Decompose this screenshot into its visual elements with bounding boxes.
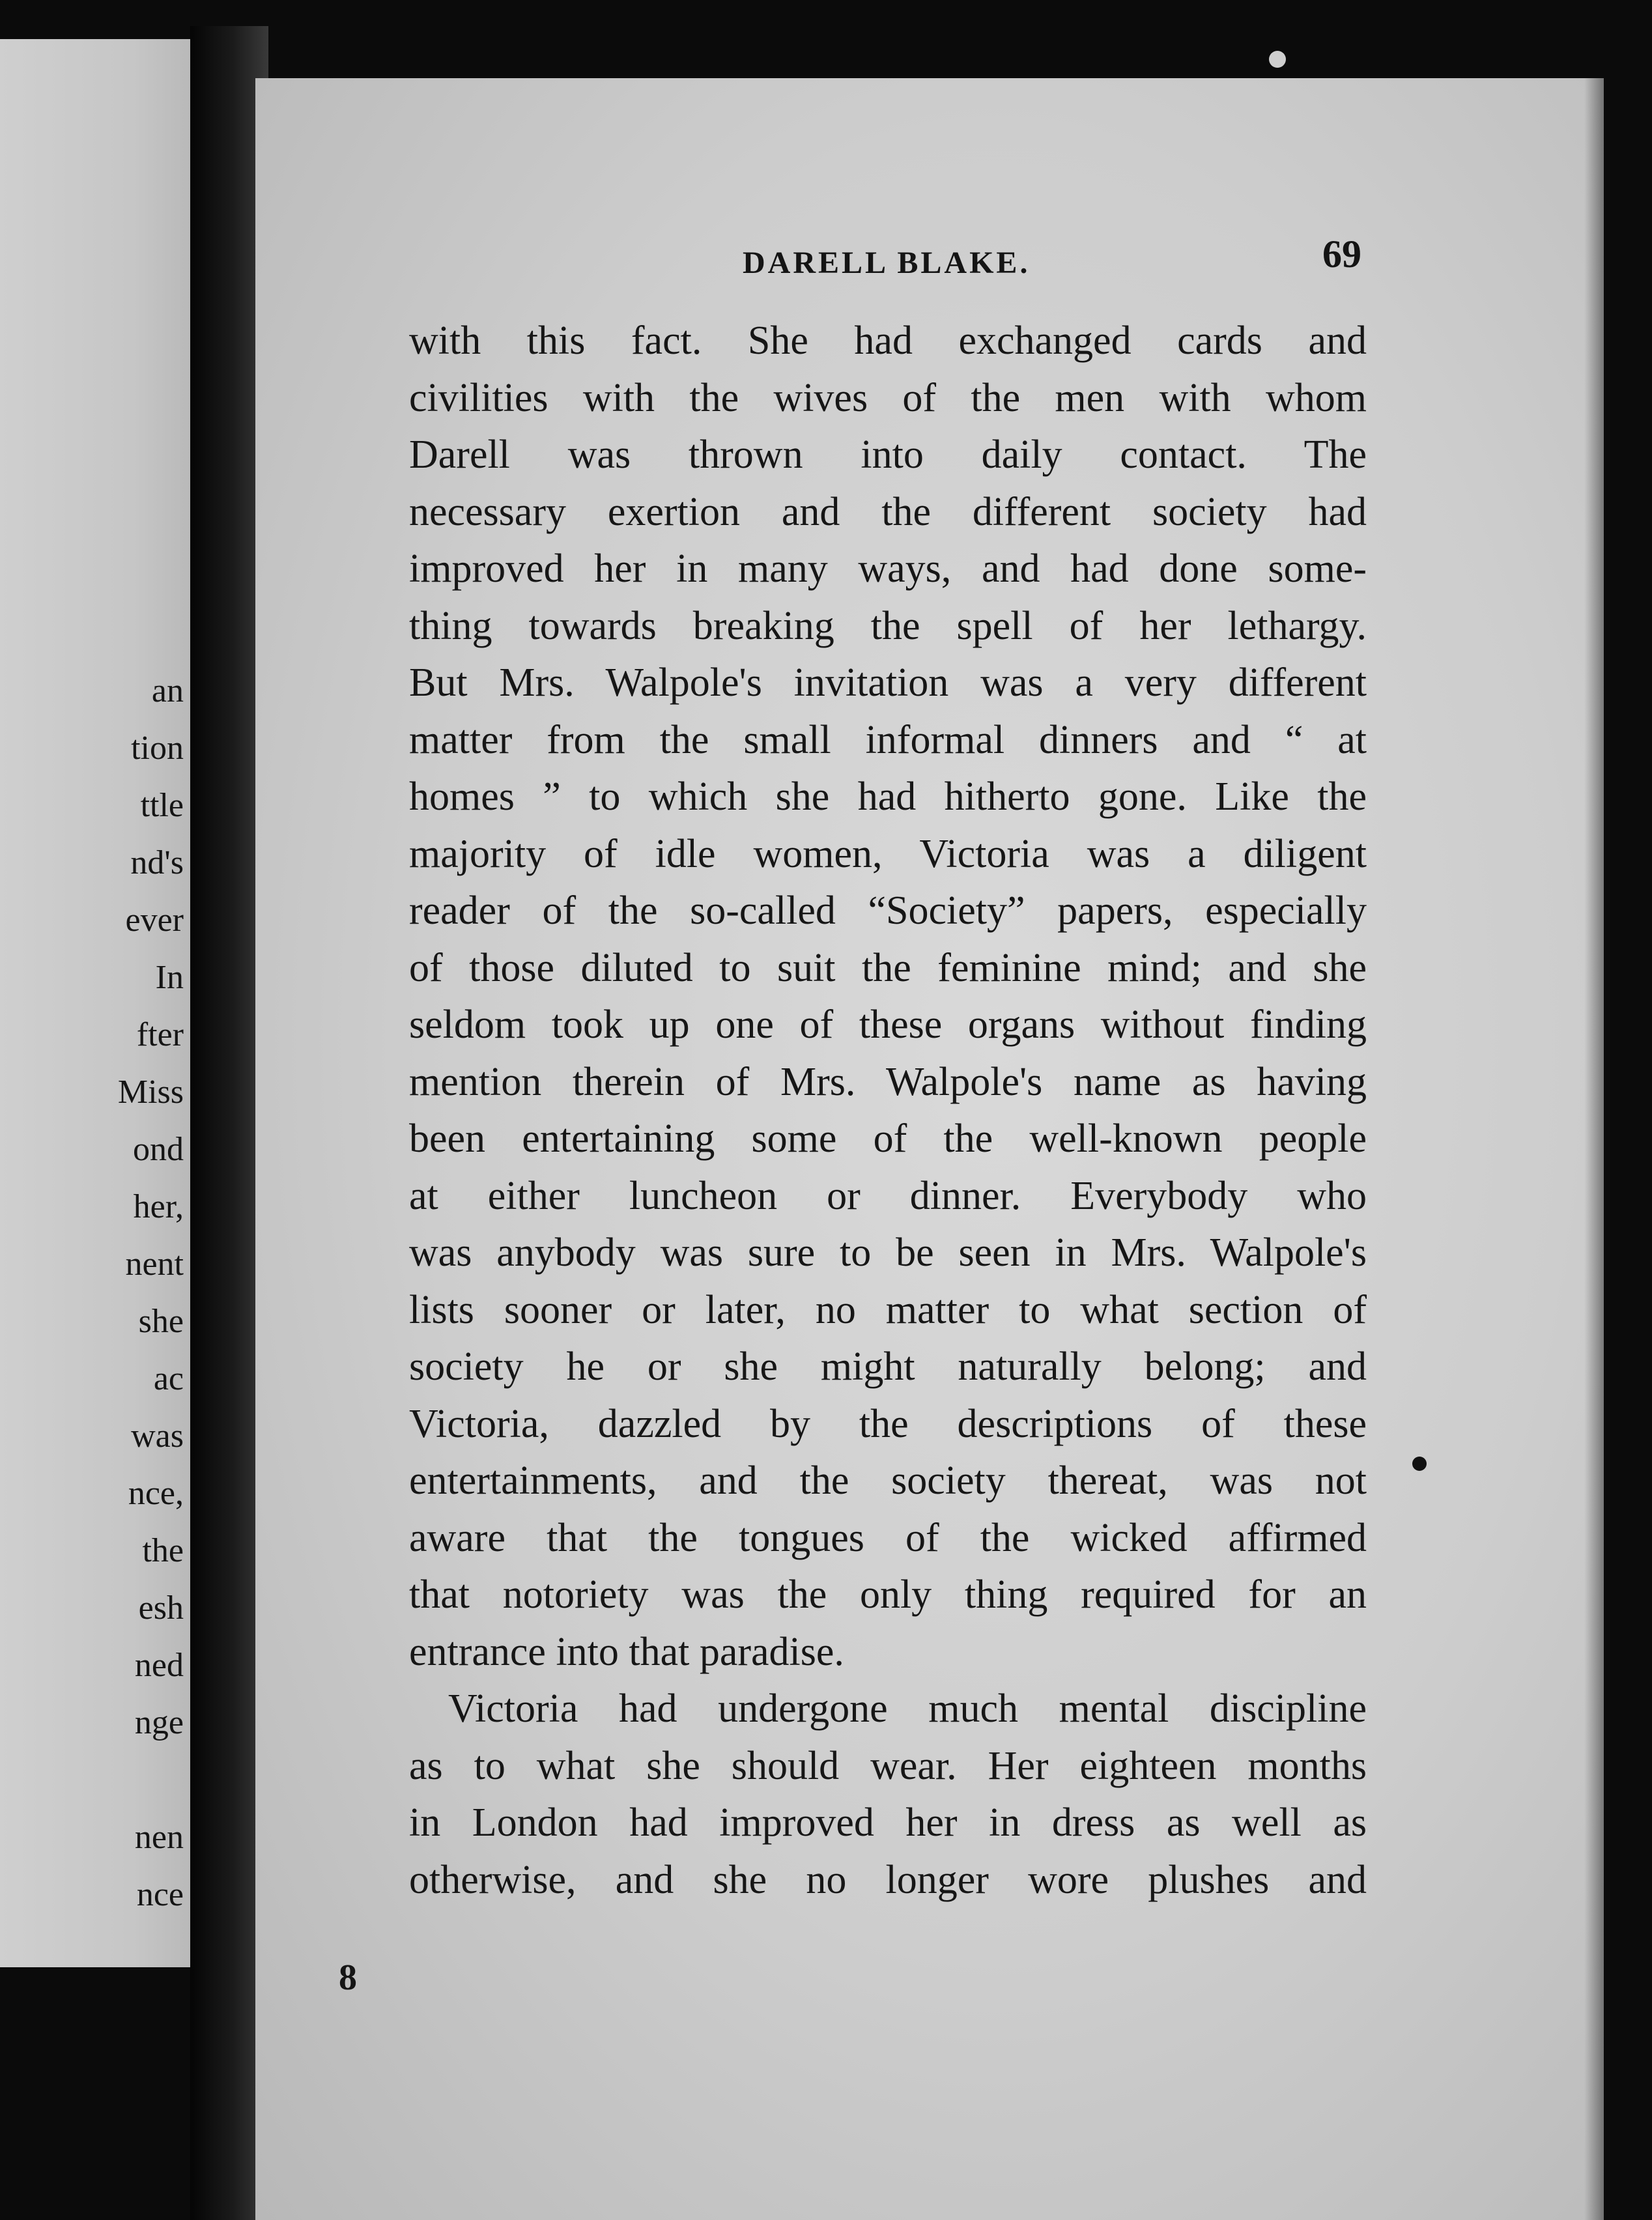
facing-page-fragment: ttle	[140, 787, 184, 824]
text-line: lists sooner or later, no matter to what section of	[409, 1287, 1367, 1332]
text-line: society he or she might naturally belong; and	[409, 1345, 1367, 1389]
text-line: as to what she should wear. Her eighteen months	[409, 1743, 1367, 1788]
facing-page-fragment: she	[138, 1303, 184, 1340]
facing-page	[0, 39, 194, 1967]
dust-speck	[1269, 51, 1286, 68]
facing-page-fragment: nent	[125, 1245, 184, 1283]
text-line: thing towards breaking the spell of her lethargy.	[409, 603, 1367, 648]
text-line: in London had improved her in dress as well as	[409, 1800, 1367, 1845]
facing-page-fragment: an	[151, 672, 184, 709]
text-line: entrance into that paradise.	[409, 1629, 844, 1674]
text-line: with this fact. She had exchanged cards and	[409, 319, 1367, 363]
text-line: But Mrs. Walpole's invitation was a very different	[409, 661, 1367, 705]
text-line: Victoria had undergone much mental discipline	[448, 1686, 1367, 1731]
text-line: majority of idle women, Victoria was a diligent	[409, 831, 1367, 876]
facing-page-fragment: In	[155, 959, 184, 996]
body-text	[409, 313, 1367, 1909]
facing-page-fragment: her,	[133, 1188, 184, 1225]
ink-speck	[1412, 1457, 1427, 1471]
text-line: reader of the so-called “Society” papers, especially	[409, 889, 1367, 933]
facing-page-fragment: ned	[134, 1647, 184, 1684]
facing-page-fragment: esh	[138, 1589, 184, 1627]
facing-page-fragment: nge	[134, 1704, 184, 1741]
page-number: 69	[1322, 233, 1361, 276]
facing-page-fragment: ever	[125, 902, 184, 939]
text-line: at either luncheon or dinner. Everybody who	[409, 1173, 1367, 1218]
facing-page-fragment: nen	[134, 1819, 184, 1856]
text-line: been entertaining some of the well-known people	[409, 1117, 1367, 1161]
text-line: improved her in many ways, and had done some-	[409, 547, 1367, 591]
facing-page-fragment: nce	[136, 1876, 184, 1913]
text-line: otherwise, and she no longer wore plushes and	[409, 1857, 1367, 1902]
facing-page-fragment: fter	[136, 1016, 184, 1053]
text-line: necessary exertion and the different society had	[409, 489, 1367, 534]
text-line: entertainments, and the society thereat, was not	[409, 1459, 1367, 1503]
text-line: civilities with the wives of the men with whom	[409, 375, 1367, 420]
facing-page-fragment: tion	[131, 730, 184, 767]
running-head: DARELL BLAKE.	[743, 246, 1031, 280]
facing-page-fragment: ond	[133, 1131, 184, 1168]
facing-page-fragment: nce,	[128, 1475, 184, 1512]
text-line: of those diluted to suit the feminine mind; and she	[409, 945, 1367, 990]
text-line: mention therein of Mrs. Walpole's name as having	[409, 1059, 1367, 1104]
facing-page-fragment: ac	[153, 1360, 184, 1397]
facing-page-fragment: Miss	[117, 1074, 184, 1111]
text-line: seldom took up one of these organs without finding	[409, 1003, 1367, 1047]
text-line: Victoria, dazzled by the descriptions of these	[409, 1401, 1367, 1446]
text-line: homes ” to which she had hitherto gone. Like the	[409, 775, 1367, 819]
text-line: Darell was thrown into daily contact. The	[409, 433, 1367, 477]
text-line: was anybody was sure to be seen in Mrs. Walpole's	[409, 1231, 1367, 1275]
text-line: aware that the tongues of the wicked affirmed	[409, 1515, 1367, 1560]
facing-page-fragment: nd's	[130, 844, 184, 881]
text-line: matter from the small informal dinners and “ at	[409, 717, 1367, 762]
facing-page-fragment: the	[142, 1532, 184, 1569]
signature-mark: 8	[339, 1957, 357, 1998]
facing-page-fragment: was	[131, 1417, 184, 1455]
text-line: that notoriety was the only thing required for an	[409, 1572, 1367, 1617]
